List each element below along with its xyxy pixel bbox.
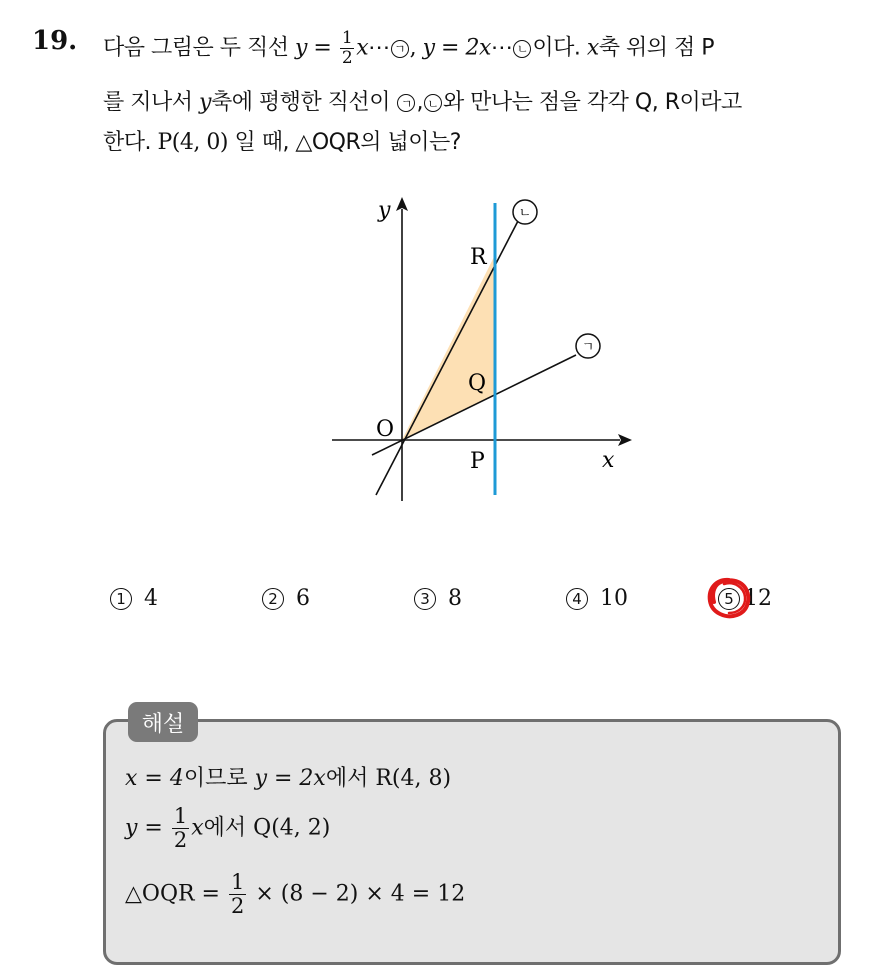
sol-expr: △OQR =	[125, 881, 227, 907]
choice-2[interactable]	[262, 586, 310, 611]
q-text: 이다.	[532, 35, 587, 61]
solution-line-1	[125, 761, 451, 792]
choice-value: 10	[600, 586, 628, 611]
sol-point-r: R(4, 8)	[375, 766, 452, 791]
x-axis-arrow	[618, 434, 632, 446]
line-nieun	[376, 221, 518, 495]
sol-expr: × (8 − 2) × 4 = 12	[248, 881, 466, 907]
q-text: 일 때, △OQR의 넓이는?	[227, 130, 461, 155]
q-text: 다음 그림은 두 직선	[103, 35, 295, 61]
label-circle-giyeok: ㄱ	[397, 94, 415, 112]
sol-text: 에서	[203, 815, 254, 841]
q-dots: ⋯	[368, 35, 390, 61]
solution-line-3	[125, 872, 465, 917]
origin-label: O	[376, 417, 395, 442]
q-yvar: y	[199, 90, 211, 115]
sol-text: 이므로	[183, 766, 255, 791]
line-nieun-tag: ㄴ	[518, 206, 532, 221]
q-text: 와 만나는 점을 각각 Q, R이라고	[442, 90, 742, 115]
coordinate-figure	[320, 185, 640, 505]
triangle-oqr	[402, 253, 496, 440]
question-line-1	[103, 30, 714, 67]
question-line-3	[103, 125, 461, 156]
selected-answer-mark-icon	[704, 575, 754, 623]
question-line-2	[103, 85, 742, 116]
sol-fraction	[172, 806, 189, 851]
y-axis-arrow	[396, 197, 408, 211]
choice-3[interactable]	[414, 586, 462, 611]
sol-text: 에서	[325, 766, 376, 791]
sol-point-q: Q(4, 2)	[253, 815, 331, 841]
fraction-numerator: 1	[173, 804, 188, 828]
label-circle-nieun: ㄴ	[424, 94, 442, 112]
y-axis-label: y	[378, 198, 391, 223]
choice-mark: 2	[262, 588, 284, 610]
q-comma: ,	[416, 90, 423, 115]
sol-fraction	[229, 872, 246, 917]
q-xvar: x	[586, 35, 599, 61]
choice-mark: 5	[718, 588, 740, 610]
fraction-denominator: 2	[173, 828, 188, 852]
q-point: P(4, 0)	[157, 130, 228, 155]
label-circle-nieun: ㄴ	[513, 40, 531, 58]
choice-1[interactable]	[110, 586, 158, 611]
sol-expr: x = 4	[125, 766, 184, 791]
q-eq1-fraction	[340, 30, 354, 67]
solution-tag: 해설	[128, 702, 198, 742]
line-giyeok-tag: ㄱ	[581, 340, 595, 355]
fraction-denominator: 2	[341, 48, 353, 68]
q-text: 를 지나서	[103, 90, 199, 115]
question-number: 19.	[32, 26, 78, 56]
choice-mark: 3	[414, 588, 436, 610]
q-eq2: y = 2x	[422, 35, 491, 61]
q-text: 한다.	[103, 130, 158, 155]
fraction-numerator: 1	[230, 870, 245, 894]
choice-value: 8	[448, 586, 462, 611]
label-circle-giyeok: ㄱ	[391, 40, 409, 58]
choice-4[interactable]	[566, 586, 628, 611]
choice-value: 4	[144, 586, 158, 611]
point-q-label: Q	[468, 371, 487, 396]
sol-expr: x	[191, 815, 204, 841]
choice-mark: 1	[110, 588, 132, 610]
q-eq1-eq: =	[306, 35, 338, 61]
q-eq1-var: x	[356, 35, 369, 61]
q-dots: ⋯	[490, 35, 513, 61]
fraction-denominator: 2	[230, 894, 245, 918]
choice-value: 6	[296, 586, 310, 611]
q-comma: ,	[409, 35, 423, 61]
fraction-numerator: 1	[341, 28, 353, 48]
point-r-label: R	[470, 245, 487, 270]
choice-value: 12	[744, 586, 772, 611]
q-eq1-lhs: y	[295, 35, 307, 61]
sol-expr: y = 2x	[254, 766, 326, 791]
sol-expr: y =	[125, 815, 170, 841]
x-axis-label: x	[602, 448, 615, 473]
solution-line-2	[125, 806, 330, 851]
choice-mark: 4	[566, 588, 588, 610]
q-text: 축 위의 점 P	[598, 35, 715, 61]
q-text: 축에 평행한 직선이	[210, 90, 397, 115]
point-p-label: P	[470, 449, 485, 474]
